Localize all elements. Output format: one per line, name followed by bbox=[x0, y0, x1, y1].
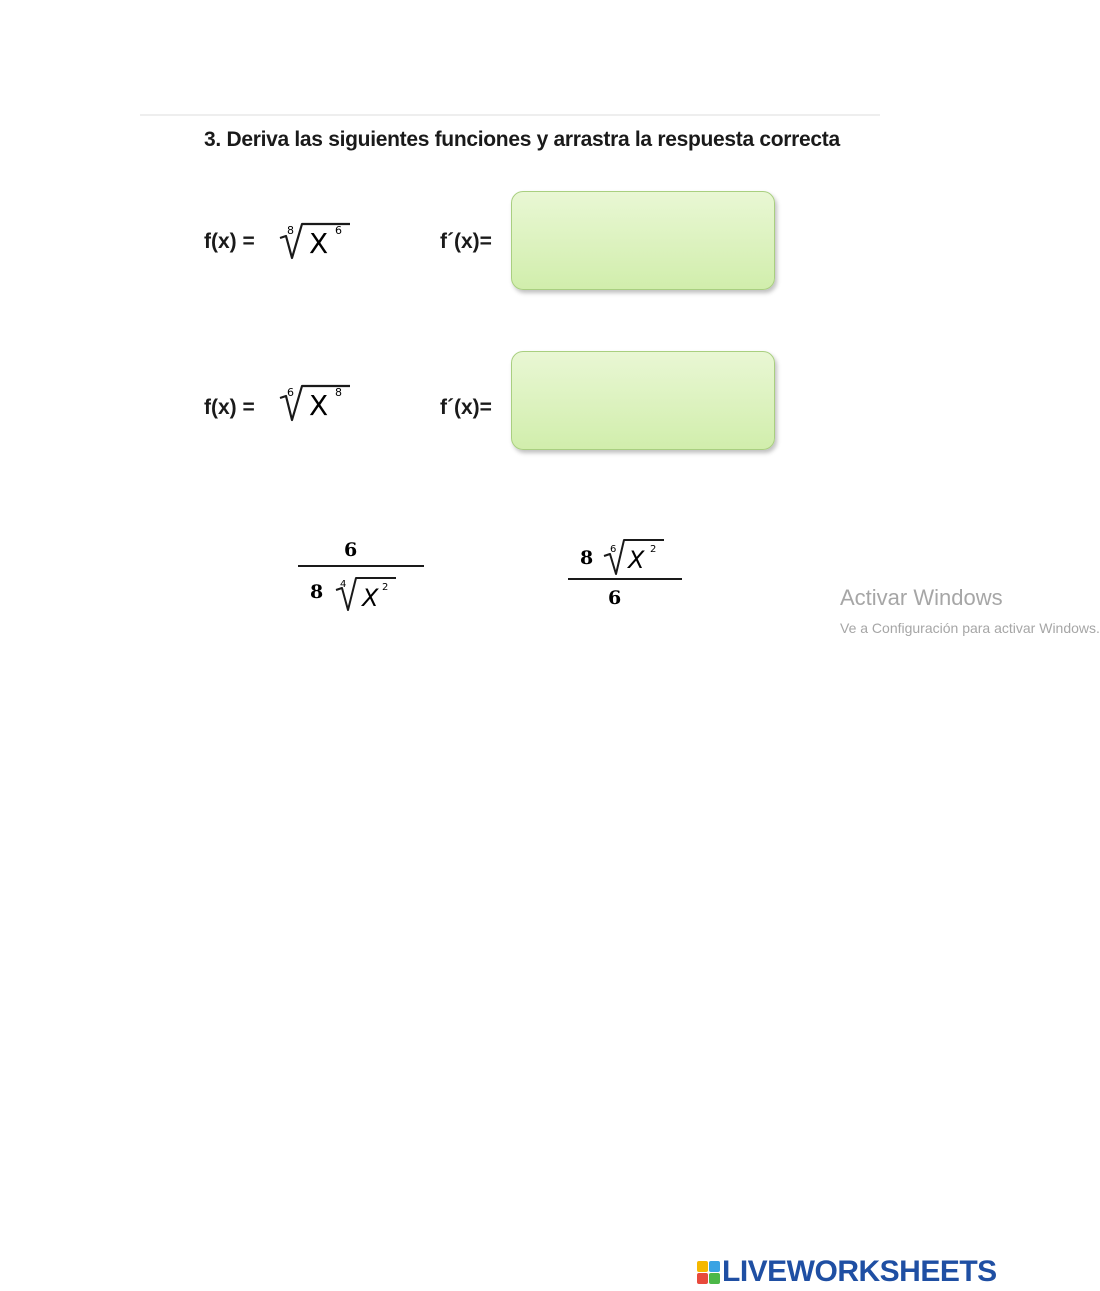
radicand-exponent: 2 bbox=[650, 544, 657, 555]
radicand-exponent: 2 bbox=[382, 582, 389, 593]
fx-label-2: f(x) = bbox=[204, 396, 255, 419]
root-index: 6 bbox=[610, 544, 617, 555]
logo-square-3 bbox=[697, 1273, 708, 1284]
fpx-label-2: f´(x)= bbox=[440, 396, 492, 419]
radical-sign-2 bbox=[276, 380, 356, 426]
numerator-coefficient: 8 bbox=[580, 547, 594, 569]
fx-label-1: f(x) = bbox=[204, 230, 255, 253]
numerator: 6 bbox=[344, 539, 358, 561]
denominator-coefficient: 8 bbox=[310, 581, 324, 603]
answer-drop-zone-2[interactable] bbox=[511, 351, 775, 450]
liveworksheets-logo[interactable] bbox=[697, 1257, 997, 1287]
root-index: 4 bbox=[340, 579, 347, 590]
radicand-base-1: X bbox=[309, 227, 329, 260]
radicand-exp-1: 6 bbox=[335, 224, 342, 237]
root-index-2: 6 bbox=[287, 386, 294, 399]
fpx-label-1: f´(x)= bbox=[440, 230, 492, 253]
question-title: 3. Deriva las siguientes funciones y arrastra la respuesta correcta bbox=[204, 128, 840, 151]
logo-square-1 bbox=[697, 1261, 708, 1272]
top-divider bbox=[140, 114, 880, 116]
function-expression-2 bbox=[276, 380, 356, 426]
radicand-base: X bbox=[362, 584, 379, 612]
function-expression-1 bbox=[276, 220, 356, 266]
root-index-1: 8 bbox=[287, 224, 294, 237]
logo-square-4 bbox=[709, 1273, 720, 1284]
logo-icon bbox=[697, 1261, 720, 1284]
denominator: 6 bbox=[608, 587, 622, 609]
answer-drop-zone-1[interactable] bbox=[511, 191, 775, 290]
logo-square-2 bbox=[709, 1261, 720, 1272]
logo-text: LIVEWORKSHEETS bbox=[722, 1255, 997, 1288]
radicand-base: X bbox=[628, 546, 645, 574]
answer-option-1[interactable] bbox=[296, 534, 426, 620]
fraction-1 bbox=[296, 534, 426, 620]
fraction-2 bbox=[566, 532, 686, 612]
windows-watermark-line2: Ve a Configuración para activar Windows. bbox=[840, 620, 1100, 636]
answer-option-2[interactable] bbox=[566, 532, 686, 612]
radical-sign-1 bbox=[276, 220, 356, 266]
windows-watermark-line1: Activar Windows bbox=[840, 585, 1003, 610]
radicand-base-2: X bbox=[309, 389, 329, 422]
radicand-exp-2: 8 bbox=[335, 386, 342, 399]
